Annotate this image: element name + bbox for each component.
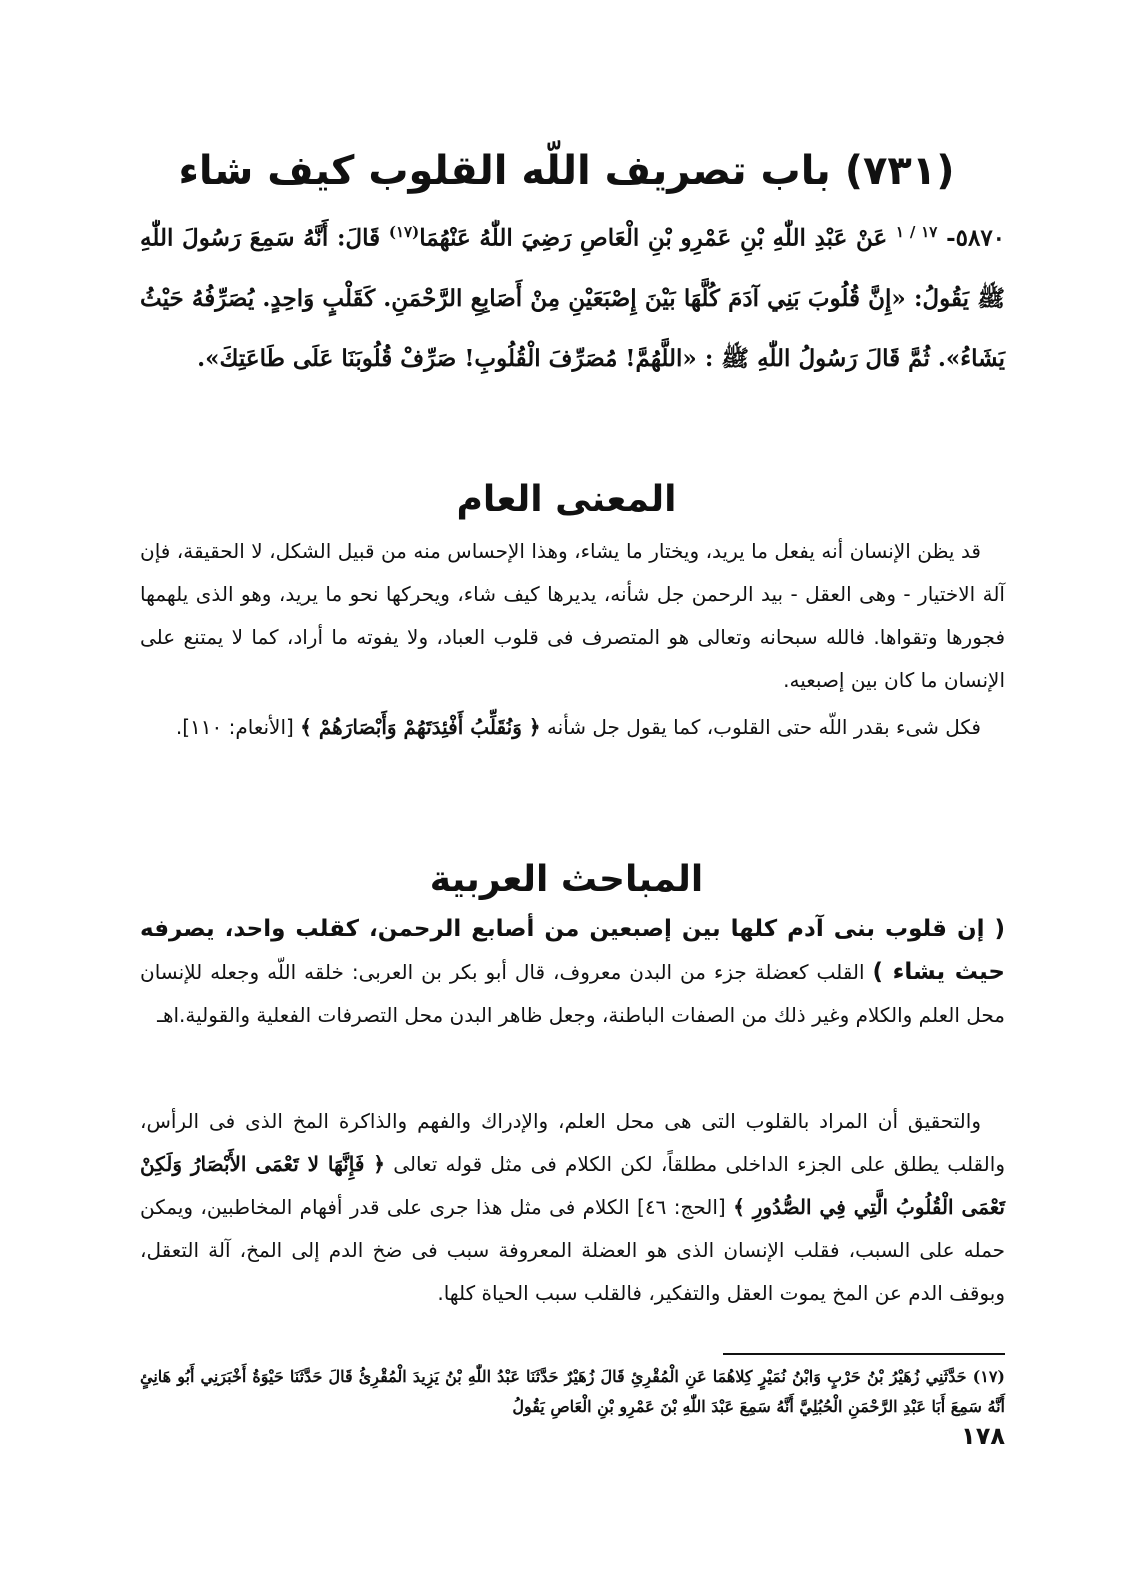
paragraph-text: قد يظن الإنسان أنه يفعل ما يريد، ويختار ما يشاء، وهذا الإحساس منه من قبيل الشكل، لا الحقيقة، فإن آلة الاختيار - وهى العقل - بيد الرحمن جل شأنه، يديرها كيف شاء، ويحركها نحو ما يريد، وهو الذى يلهمها فجورها وتقواها. فالله سبحانه وتعالى هو المتصرف فى قلوب العباد، ولا يفوته ما أراد، كما لا يمتنع على الإنسان ما كان بين إصبعيه. bbox=[140, 539, 1005, 692]
footnote: (١٧) حَدَّثَنِي زُهَيْرُ بْنُ حَرْبٍ وَابْنُ نُمَيْرٍ كِلاهُمَا عَنِ الْمُقْرِئِ قَالَ زُهَيْرٌ حَدَّثَنَا عَبْدُ اللّٰهِ بْنُ يَزِيدَ الْمُقْرِئُ قَالَ حَدَّثَنَا حَيْوَةُ أَخْبَرَنِي أَبُو هَانِئٍ أَنَّهُ سَمِعَ أَبَا عَبْدِ الرَّحْمَنِ الْحُبُلِيَّ أَنَّهُ سَمِعَ عَبْدَ اللّٰهِ بْنَ عَمْرِو بْنِ الْعَاصِ يَقُولُ bbox=[140, 1367, 1005, 1416]
quran-quote: ﴿ وَنُقَلِّبُ أَفْئِدَتَهُمْ وَأَبْصَارَهُمْ ﴾ bbox=[300, 715, 541, 739]
linguistic-paragraph-2 bbox=[140, 1100, 1005, 1315]
quran-reference: [الأنعام: ١١٠]. bbox=[175, 715, 294, 739]
section-heading-linguistic-topics: المباحث العربية bbox=[429, 858, 704, 900]
paragraph-text: فكل شىء بقدر اللّه حتى القلوب، كما يقول جل شأنه bbox=[546, 715, 981, 739]
linguistic-paragraph-1 bbox=[140, 908, 1005, 1037]
general-meaning-paragraph-1 bbox=[140, 530, 1005, 702]
hadith-number: ٥٨٧٠- bbox=[946, 224, 1006, 252]
section-heading-general-meaning: المعنى العام bbox=[456, 478, 677, 520]
lemma-quote: ( إن قلوب بنى آدم كلها بين إصبعين من أصابع الرحمن، كقلب واحد، يصرفه حيث يشاء ) bbox=[140, 916, 1006, 985]
hadith-chain: عَنْ عَبْدِ اللّٰهِ بْنِ عَمْرِو بْنِ الْعَاصِ رَضِيَ اللّٰهُ عَنْهُمَا bbox=[419, 224, 888, 252]
general-meaning-paragraph-2 bbox=[140, 706, 1005, 749]
hadith-reference: ١٧ / ١ bbox=[895, 223, 938, 241]
hadith-text: قَالَ: أَنَّهُ سَمِعَ رَسُولَ اللّٰهِ ﷺ يَقُولُ: «إِنَّ قُلُوبَ بَنِي آدَمَ كُلَّهَا بَيْنَ إِصْبَعَيْنِ مِنْ أَصَابِعِ الرَّحْمَنِ. كَقَلْبٍ وَاحِدٍ. يُصَرِّفُهُ حَيْثُ يَشَاءُ». ثُمَّ قَالَ رَسُولُ اللّٰهِ ﷺ : «اللَّهُمَّ! مُصَرِّفَ الْقُلُوبِ! صَرِّفْ قُلُوبَنَا عَلَى طَاعَتِكَ». bbox=[140, 224, 1005, 372]
paragraph-text-continued: [الحج: ٤٦] الكلام فى مثل هذا جرى على قدر أفهام المخاطبين، ويمكن حمله على السبب، فقلب الإنسان الذى هو العضلة المعروفة سبب فى ضخ الدم إلى المخ، آلة التعقل، وبوقف الدم عن المخ يموت العقل والتفكير، فالقلب سبب الحياة كلها. bbox=[140, 1195, 1005, 1305]
page-number: ١٧٨ bbox=[961, 1422, 1005, 1450]
footnote-divider bbox=[723, 1353, 1005, 1355]
chapter-title: (٧٣١) باب تصريف اللّه القلوب كيف شاء bbox=[178, 147, 955, 194]
quran-quote: ﴿ فَإِنَّهَا لا تَعْمَى الأَبْصَارُ وَلَكِنْ تَعْمَى الْقُلُوبُ الَّتِي فِي الصُّدُورِ ﴾ bbox=[140, 1152, 1005, 1219]
hadith-block bbox=[140, 202, 1005, 389]
footnote-marker[interactable]: (١٧) bbox=[388, 223, 420, 241]
paragraph-text: والتحقيق أن المراد بالقلوب التى هى محل العلم، والإدراك والفهم والذاكرة المخ الذى فى الرأس، والقلب يطلق على الجزء الداخلى مطلقاً، لكن الكلام فى مثل قوله تعالى bbox=[140, 1109, 1005, 1176]
paragraph-text: القلب كعضلة جزء من البدن معروف، قال أبو بكر بن العربى: خلقه اللّه وجعله للإنسان محل العلم والكلام وغير ذلك من الصفات الباطنة، وجعل ظاهر البدن محل التصرفات الفعلية والقولية.اهـ bbox=[140, 960, 1005, 1027]
